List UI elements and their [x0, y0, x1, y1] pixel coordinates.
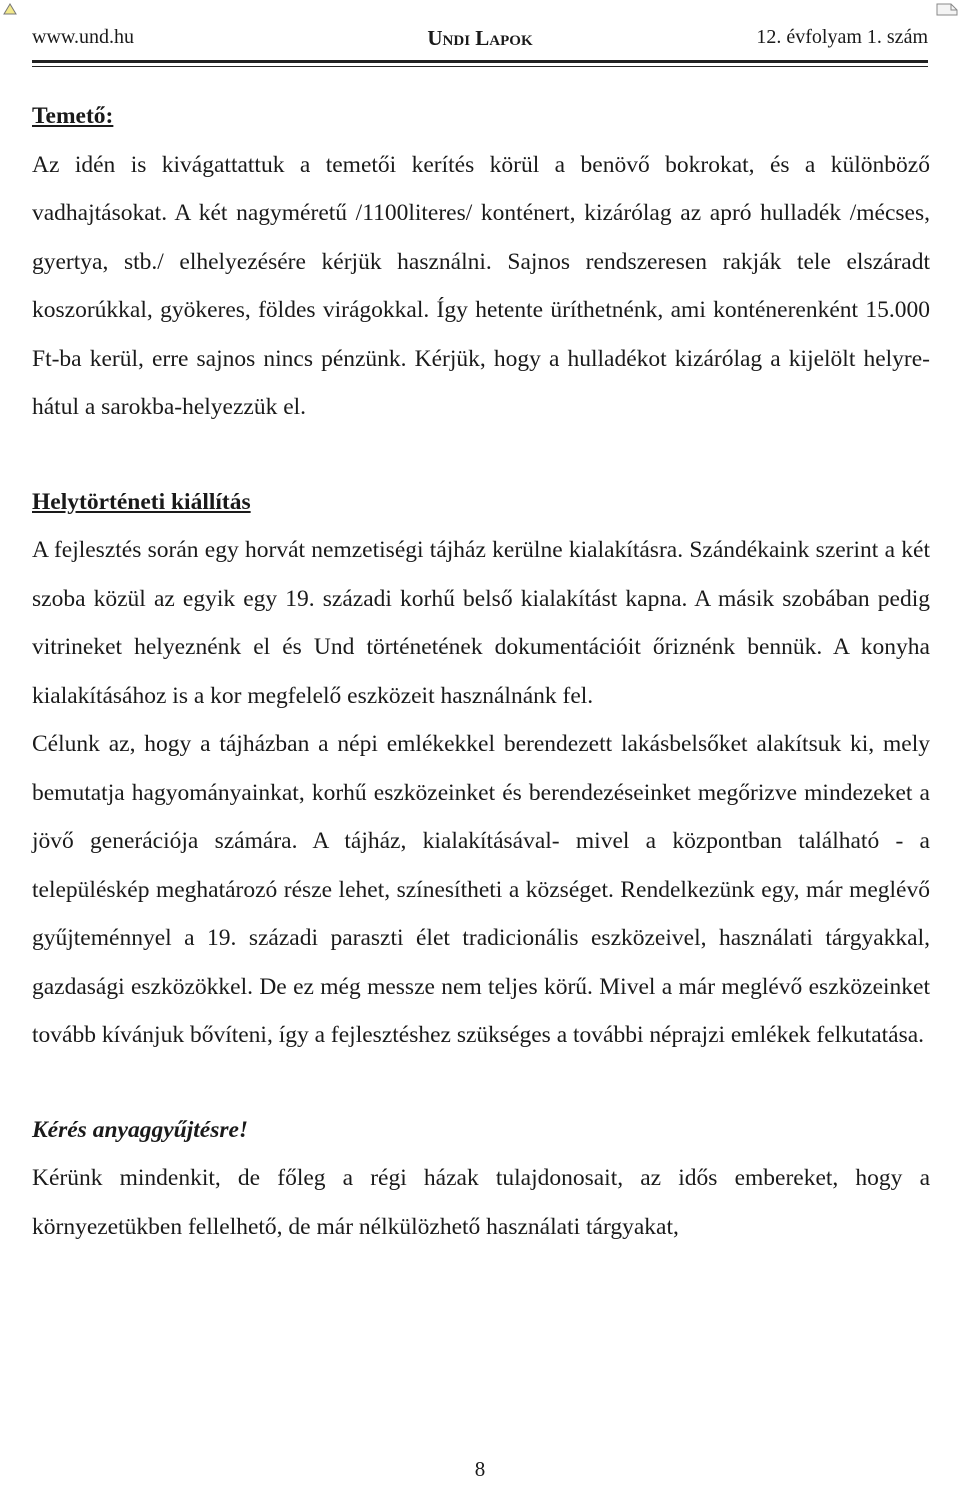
header-publication-title: Undi Lapok	[427, 26, 533, 50]
article-body	[32, 92, 930, 1251]
header-website: www.und.hu	[32, 26, 135, 48]
section-paragraph-collection: Kérünk mindenkit, de főleg a régi házak tulajdonosait, az idős embereket, hogy a környezetükben fellelhető, de már nélkülözhető használati tárgyakat,	[32, 1165, 930, 1240]
header-rule-thin	[32, 66, 928, 67]
section-paragraph-cemetery: Az idén is kivágattattuk a temetői kerítés körül a benövő bokrokat, és a különböző vadhajtásokat. A két nagyméretű /1100literes/ konténert, kizárólag az apró hulladék /mécses, gyertya, stb./ elhelyezésére kérjük használni. Sajnos rendszeresen rakják tele elszáradt koszorúkkal, gyökeres, földes virágokkal. Így hetente üríthetnénk, ami konténerenként 15.000 Ft-ba kerül, erre sajnos nincs pénzünk. Kérjük, hogy a hulladékot kizárólag a kijelölt helyre-hátul a sarokba-helyezzük el.	[32, 151, 930, 420]
page-fold-icon	[936, 2, 958, 16]
page-corner-icon	[2, 2, 24, 16]
page-header	[32, 26, 928, 56]
section-spacer	[32, 1060, 930, 1106]
page-number: 8	[474, 1457, 486, 1481]
section-paragraph-exhibition-1: A fejlesztés során egy horvát nemzetiségi tájház kerülne kialakításra. Szándékaink szerint a két szoba közül az egyik egy 19. századi korhű belső kialakítást kapna. A másik szobában pedig vitrineket helyeznénk el és Und történetének dokumentációit őriznénk bennük. A konyha kialakításához is a kor megfelelő eszközeit használnánk fel.	[32, 537, 930, 709]
section-paragraph-exhibition-2: Célunk az, hogy a tájházban a népi emlékekkel berendezett lakásbelsőket alakítsuk ki, mely bemutatja hagyományainkat, korhű eszközeinket és berendezéseinket megőrizve mindezeket a jövő generációja számára. A tájház, kialakításával- mivel a központban található - a településkép meghatározó része lehet, színesítheti a községet. Rendelkezünk egy, már meglévő gyűjteménnyel a 19. századi paraszti élet tradicionális eszközeivel, használati tárgyakkal, gazdasági eszközökkel. De ez még messze nem teljes körű. Mivel a már meglévő eszközeinket tovább kívánjuk bővíteni, így a fejlesztéshez szükséges a további néprajzi emlékek felkutatása.	[32, 731, 930, 1048]
header-rule-thick	[32, 60, 928, 63]
section-title-cemetery: Temető:	[32, 103, 114, 129]
section-title-collection: Kérés anyaggyűjtésre!	[32, 1116, 249, 1143]
section-title-exhibition: Helytörténeti kiállítás	[32, 488, 251, 515]
header-issue: 12. évfolyam 1. szám	[756, 26, 928, 48]
section-spacer	[32, 432, 930, 478]
